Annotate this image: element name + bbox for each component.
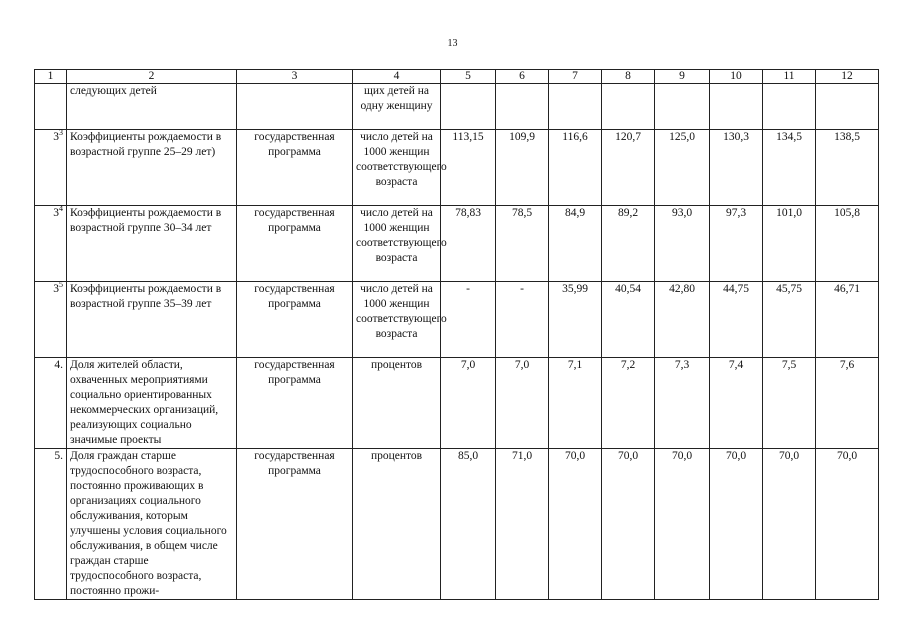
value-cell: 7,6 (816, 358, 879, 449)
value-cell (496, 84, 549, 130)
indicator-name: следующих детей (67, 84, 237, 130)
indicator-name: Доля граждан старше трудоспособного возраста, постоянно проживающих в организациях социального обслуживания, которым улучшены условия социального обслуживания, в общем числе граждан старше трудоспособного возраста, постоянно прожи- (67, 449, 237, 600)
column-header: 4 (353, 70, 441, 84)
value-cell: 7,0 (441, 358, 496, 449)
value-cell: 70,0 (763, 449, 816, 600)
table-header-row (35, 70, 879, 84)
value-cell: 7,5 (763, 358, 816, 449)
indicator-source (237, 84, 353, 130)
value-cell: 138,5 (816, 130, 879, 206)
value-cell: 7,3 (655, 358, 710, 449)
value-cell: 130,3 (710, 130, 763, 206)
value-cell: 78,5 (496, 206, 549, 282)
indicator-source: государственная программа (237, 358, 353, 449)
row-number (35, 84, 67, 130)
indicator-source: государственная программа (237, 449, 353, 600)
indicator-name: Доля жителей области, охваченных мероприятиями социально ориентированных некоммерческих организаций, реализующих социально значимые проекты (67, 358, 237, 449)
indicator-unit: щих детей на одну женщину (353, 84, 441, 130)
table-row (35, 130, 879, 206)
value-cell: 84,9 (549, 206, 602, 282)
column-header: 8 (602, 70, 655, 84)
value-cell: 93,0 (655, 206, 710, 282)
value-cell: 70,0 (549, 449, 602, 600)
value-cell: 120,7 (602, 130, 655, 206)
column-header: 10 (710, 70, 763, 84)
value-cell: 71,0 (496, 449, 549, 600)
row-number: $3^4$ (35, 206, 67, 282)
value-cell (763, 84, 816, 130)
page-number: 13 (447, 38, 458, 49)
value-cell (710, 84, 763, 130)
indicator-name: Коэффициенты рождаемости в возрастной группе 25–29 лет) (67, 130, 237, 206)
column-header: 11 (763, 70, 816, 84)
indicator-unit: число детей на 1000 женщин соответствующего возраста (353, 206, 441, 282)
value-cell: - (496, 282, 549, 358)
value-cell: 85,0 (441, 449, 496, 600)
table-row (35, 84, 879, 130)
indicator-unit: число детей на 1000 женщин соответствующего возраста (353, 282, 441, 358)
value-cell: 109,9 (496, 130, 549, 206)
value-cell (441, 84, 496, 130)
indicator-source: государственная программа (237, 282, 353, 358)
row-number: 5. (35, 449, 67, 600)
column-header: 7 (549, 70, 602, 84)
value-cell (602, 84, 655, 130)
value-cell: - (441, 282, 496, 358)
value-cell (549, 84, 602, 130)
value-cell: 40,54 (602, 282, 655, 358)
value-cell: 7,2 (602, 358, 655, 449)
table-row (35, 282, 879, 358)
column-header: 6 (496, 70, 549, 84)
table-row (35, 358, 879, 449)
indicator-name: Коэффициенты рождаемости в возрастной группе 35–39 лет (67, 282, 237, 358)
value-cell: 70,0 (816, 449, 879, 600)
indicator-unit: процентов (353, 449, 441, 600)
row-number: $3^3$ (35, 130, 67, 206)
indicator-unit: процентов (353, 358, 441, 449)
value-cell: 70,0 (602, 449, 655, 600)
indicator-source: государственная программа (237, 130, 353, 206)
value-cell: 35,99 (549, 282, 602, 358)
value-cell: 105,8 (816, 206, 879, 282)
value-cell: 42,80 (655, 282, 710, 358)
value-cell: 113,15 (441, 130, 496, 206)
column-header: 1 (35, 70, 67, 84)
row-number: $3^5$ (35, 282, 67, 358)
value-cell: 70,0 (710, 449, 763, 600)
value-cell (816, 84, 879, 130)
indicators-table (34, 69, 879, 600)
column-header: 2 (67, 70, 237, 84)
indicator-name: Коэффициенты рождаемости в возрастной группе 30–34 лет (67, 206, 237, 282)
table-row (35, 206, 879, 282)
value-cell: 89,2 (602, 206, 655, 282)
column-header: 3 (237, 70, 353, 84)
value-cell: 7,4 (710, 358, 763, 449)
value-cell: 45,75 (763, 282, 816, 358)
row-number: 4. (35, 358, 67, 449)
value-cell: 125,0 (655, 130, 710, 206)
value-cell: 44,75 (710, 282, 763, 358)
value-cell: 46,71 (816, 282, 879, 358)
indicator-source: государственная программа (237, 206, 353, 282)
value-cell: 78,83 (441, 206, 496, 282)
indicator-unit: число детей на 1000 женщин соответствующего возраста (353, 130, 441, 206)
value-cell (655, 84, 710, 130)
value-cell: 116,6 (549, 130, 602, 206)
value-cell: 134,5 (763, 130, 816, 206)
value-cell: 97,3 (710, 206, 763, 282)
column-header: 5 (441, 70, 496, 84)
value-cell: 70,0 (655, 449, 710, 600)
value-cell: 7,1 (549, 358, 602, 449)
table-row (35, 449, 879, 600)
value-cell: 101,0 (763, 206, 816, 282)
value-cell: 7,0 (496, 358, 549, 449)
column-header: 12 (816, 70, 879, 84)
column-header: 9 (655, 70, 710, 84)
